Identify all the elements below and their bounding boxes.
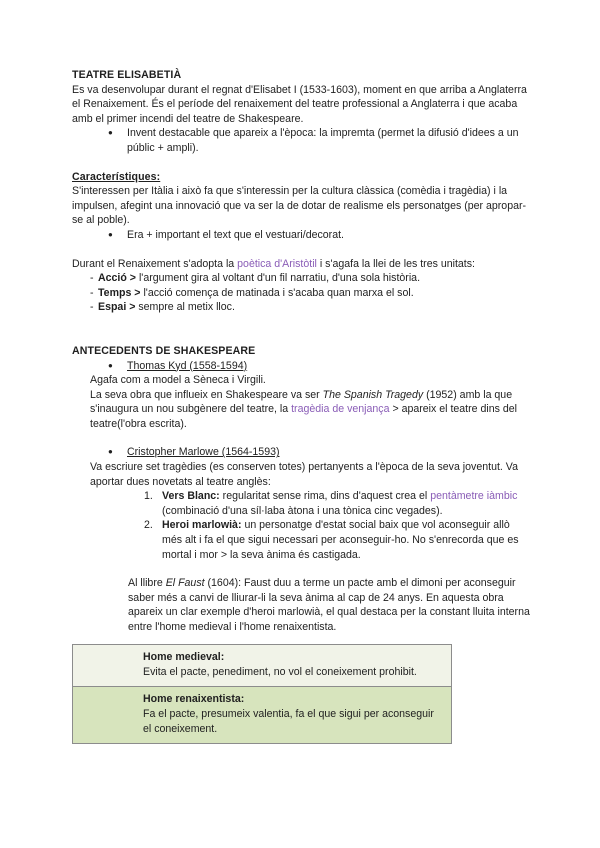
author-name-kyd: ● Thomas Kyd (1558-1594) (72, 359, 532, 374)
teatre-bullets (72, 126, 532, 155)
list-item: 1. Vers Blanc: regularitat sense rima, dins d'aquest crea el pentàmetre iàmbic (combinació d'una síl·laba àtona i una tònica cinc vegades). (144, 490, 518, 517)
kyd-heading (72, 359, 532, 374)
comparison-table (72, 644, 452, 744)
table-row (73, 687, 452, 744)
section-title-antecedents: ANTECEDENTS DE SHAKESPEARE (72, 344, 256, 357)
author-name-marlowe: ● Cristopher Marlowe (1564-1593) (72, 445, 532, 460)
document-body (72, 68, 532, 635)
section-title-caracteristiques: Característiques: (72, 170, 161, 183)
list-item: 2. Heroi marlowià: un personatge d'estat social baix que vol aconseguir allò més alt i fa el que sigui necessari per aconseguir-ho. No s'enrecorda que es mortal i mor > la seva ànima és castigada. (144, 519, 519, 561)
tragedia-link[interactable]: tragèdia de venjança (291, 403, 390, 416)
tres-unitats-list (72, 271, 532, 315)
row-title: Home renaixentista: (143, 693, 245, 705)
row-text: Evita el pacte, penediment, no vol el coneixement prohibit. (143, 666, 417, 678)
row-text: Fa el pacte, presumeix valentia, fa el que sigui per aconseguir el coneixement. (143, 708, 434, 735)
marlowe-novetats (72, 489, 532, 562)
section-title-teatre: TEATRE ELISABETIÀ (72, 69, 182, 81)
kyd-line1: Agafa com a model a Sèneca i Virgili. (90, 374, 266, 387)
list-item: - Temps > l'acció comença de matinada i s'acaba quan marxa el sol. (90, 286, 532, 301)
work-title: El Faust (165, 577, 205, 590)
poetica-link[interactable]: poètica d'Aristòtil (237, 257, 317, 270)
kyd-text: La seva obra que influeix en Shakespeare va ser The Spanish Tragedy (1952) amb la que s'inaugura un nou subgènere del teatre, la tragèdia de venjança > apareix el teatre dins del teatre(l'obra escrita). (90, 388, 517, 430)
marlowe-text: Va escriure set tragèdies (es conserven totes) pertanyents a l'època de la seva joventut. Va aportar dues novetats al teatre anglès: (90, 461, 518, 488)
table-row (73, 645, 452, 687)
kyd-block (72, 373, 532, 431)
list-item: - Acció > l'argument gira al voltant d'un fil narratiu, d'una sola història. (90, 271, 532, 286)
marlowe-heading (72, 445, 532, 460)
row-title: Home medieval: (143, 651, 225, 663)
caracteristiques-text: S'interessen per Itàlia i això fa que s'interessin per la cultura clàssica (comèdia i tragèdia) i la impulsen, afegint una innovació que va ser la de dotar de realisme els personatges (per apropar-se al poble). (72, 185, 527, 227)
marlowe-block (72, 460, 532, 489)
faust-paragraph: Al llibre El Faust (1604): Faust duu a terme un pacte amb el dimoni per aconseguir saber més a canvi de lliurar-li la seva ànima al cap de 24 anys. En aquesta obra apareix un clar exemple d'heroi marlowià, el qual destaca per la constant lluita interna entre l'home medieval i l'home renaixentista. (128, 577, 530, 633)
tres-unitats-intro: Durant el Renaixement s'adopta la poètica d'Aristòtil i s'agafa la llei de les tres unitats: (72, 257, 475, 270)
pentametre-link[interactable]: pentàmetre iàmbic (430, 490, 518, 503)
caracteristiques-bullets (72, 228, 532, 243)
list-item: ● Invent destacable que apareix a l'època: la impremta (permet la difusió d'idees a un públic + ampli). (72, 126, 532, 155)
work-title: The Spanish Tragedy (322, 388, 424, 401)
teatre-intro: Es va desenvolupar durant el regnat d'Elisabet I (1533-1603), moment en que arriba a Anglaterra el Renaixement. És el període del renaixement del teatre professional a Anglaterra i que acaba amb el primer incendi del teatre de Shakespeare. (72, 83, 527, 125)
list-item: ● Era + important el text que el vestuari/decorat. (72, 228, 532, 243)
list-item: - Espai > sempre al metix lloc. (90, 300, 532, 315)
